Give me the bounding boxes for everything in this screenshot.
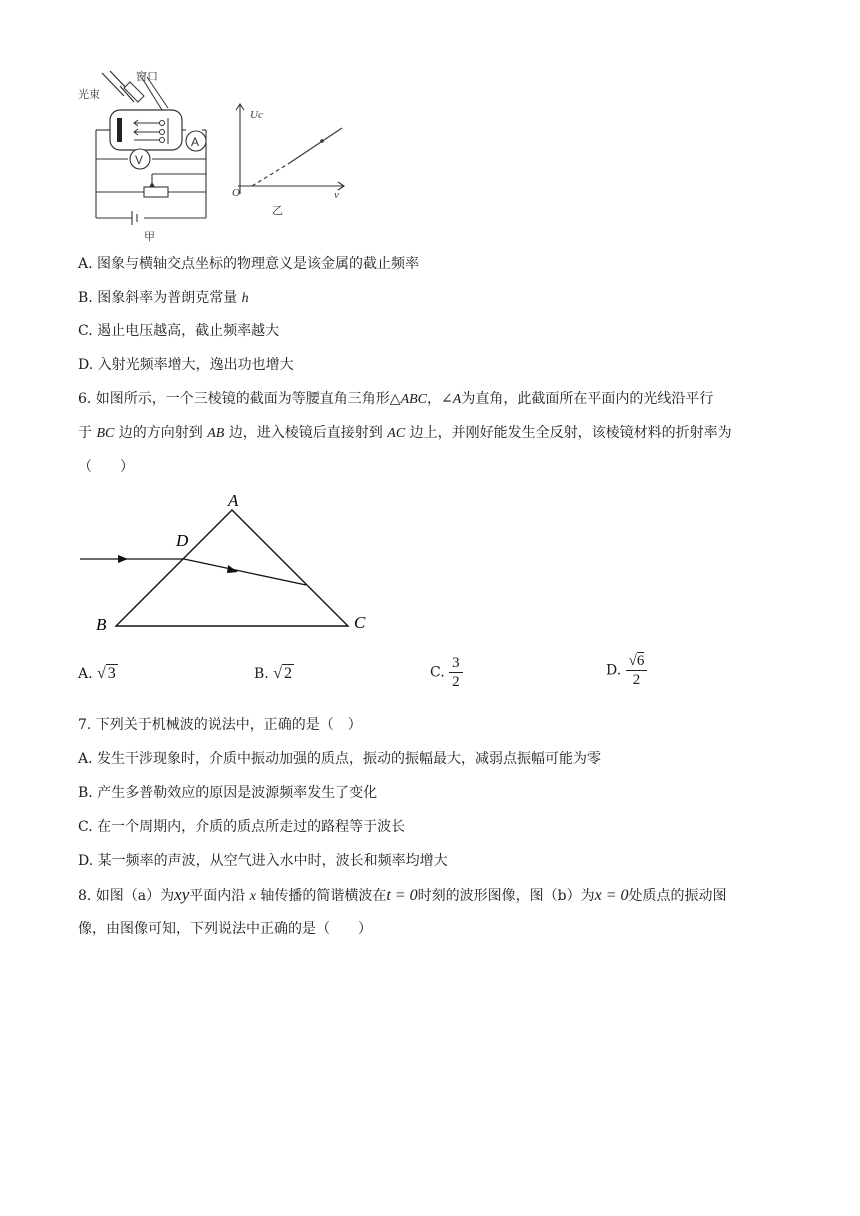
sqrt-three: √ 3 [97,665,116,682]
radicand: 6 [636,653,645,669]
q6-text: 边的方向射到 [118,425,203,441]
nu-axis-label: ν [334,189,339,201]
q6-option-b [254,665,294,683]
q7-stem: 7. 下列关于机械波的说法中，正确的是（ ） [78,717,362,733]
angle-vertex: A [452,392,462,407]
q7-option-a: A. 发生干涉现象时，介质中振动加强的质点，振动的振幅最大，减弱点振幅可能为零 [78,751,602,767]
q8-text: 平面内沿 [189,888,246,904]
vertex-a-label: A [228,491,239,510]
q7-option-d: D. 某一频率的声波，从空气进入水中时，波长和频率均增大 [78,853,448,869]
refracted-ray [184,559,306,585]
q6-option-c [430,654,463,691]
photoelectric-figure [72,68,362,246]
time-zero: t = 0 [386,887,418,904]
option-letter: C. [430,664,445,681]
q6-text: 于 [78,425,92,441]
q5-option-c: C. 遏止电压越高，截止频率越大 [78,323,280,339]
fraction-root6-over-2 [626,652,648,689]
numerator: 3 [449,654,463,673]
radicand: 3 [107,665,116,682]
q8-stem-line1 [78,886,727,906]
x-zero: x = 0 [594,887,629,904]
voltmeter-label: V [135,153,144,167]
xy-plane: xy [174,885,190,904]
window-label: 窗口 [136,70,158,83]
vertex-b-label: B [96,615,107,634]
q5-option-d: D. 入射光频率增大，逸出功也增大 [78,357,294,373]
option-letter: A. [78,666,93,682]
q6-answer-paren: （ ） [78,459,134,475]
q8-text: 处质点的振动图 [628,888,727,904]
planck-symbol: h [241,291,249,306]
ammeter-label: A [191,135,200,149]
side-ab: AB [207,426,225,441]
q6-text: 边，进入棱镜后直接射到 [228,425,383,441]
radicand: 2 [283,665,292,682]
q8-stem-line2: 像，由图像可知，下列说法中正确的是（ ） [78,921,372,937]
q8-text: 时刻的波形图像，图（b）为 [417,888,595,904]
q5-option-b-text: B. 图象斜率为普朗克常量 [78,290,238,306]
option-letter: B. [254,666,269,682]
q6-text: ，∠ [427,391,453,407]
jia-label: 甲 [144,230,155,243]
denominator: 2 [632,672,641,688]
q6-stem-line2 [78,424,732,443]
q7-option-c: C. 在一个周期内，介质的质点所走过的路程等于波长 [78,819,406,835]
beam-label: 光束 [78,88,100,101]
q6-text: 为直角，此截面所在平面内的光线沿平行 [461,391,714,407]
denominator: 2 [452,674,460,690]
triangle-name: ABC [400,392,428,407]
option-letter: D. [606,662,622,679]
vertex-c-label: C [354,613,366,632]
q6-option-d [606,652,647,689]
side-bc: BC [96,426,115,441]
q8-text: 轴传播的简谐横波在 [260,888,387,904]
q6-text: 6. 如图所示，一个三棱镜的截面为等腰直角三角形△ [78,391,401,407]
uc-axis-label: Uc [250,109,263,121]
point-d-label: D [176,531,189,550]
sqrt-two: √ 2 [273,665,292,682]
q5-option-a: A. 图象与横轴交点坐标的物理意义是该金属的截止频率 [78,256,420,272]
q6-text: 边上，并刚好能发生全反射，该棱镜材料的折射率为 [409,425,732,441]
q6-stem-line1 [78,390,713,409]
q8-text: 8. 如图（a）为 [78,888,175,904]
x-axis: x [249,889,256,904]
prism-figure [72,486,382,636]
q7-option-b: B. 产生多普勒效应的原因是波源频率发生了变化 [78,785,378,801]
q5-option-b [78,289,249,308]
side-ac: AC [387,426,406,441]
fraction-three-halves [449,654,463,691]
rheostat [144,187,168,197]
q6-option-a [78,665,118,683]
origin-label: O [232,187,240,199]
numerator: √6 [626,652,648,671]
yi-label: 乙 [272,204,283,217]
